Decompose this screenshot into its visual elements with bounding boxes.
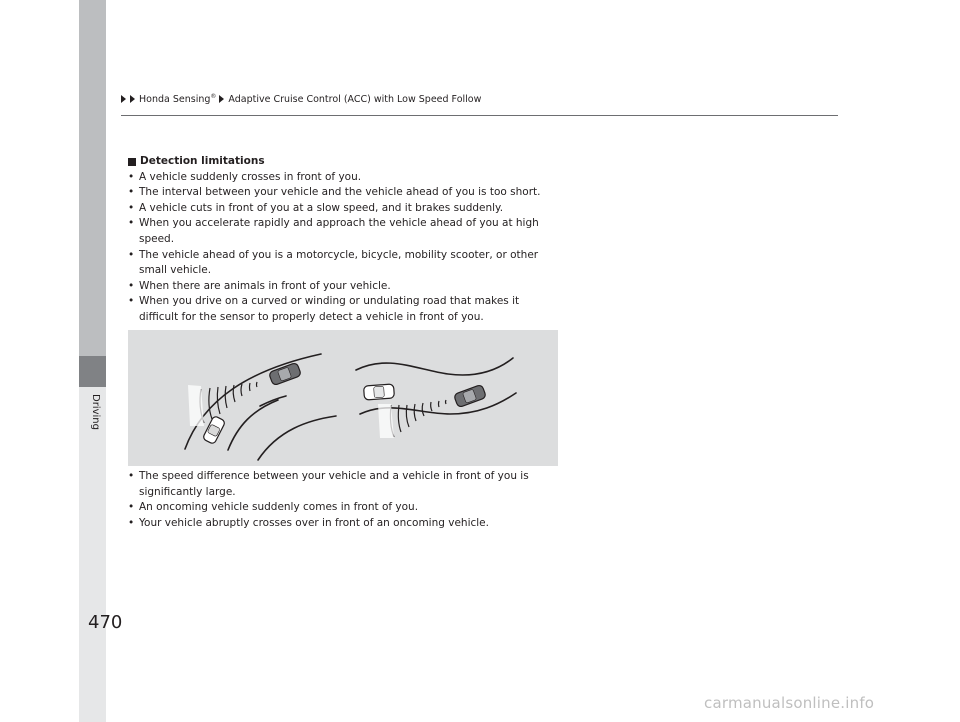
list-item: • A vehicle cuts in front of you at a slow speed, and it brakes suddenly. xyxy=(128,201,558,217)
list-item: • Your vehicle abruptly crosses over in front of an oncoming vehicle. xyxy=(128,516,558,532)
side-tab xyxy=(79,0,106,387)
list-item: • An oncoming vehicle suddenly comes in front of you. xyxy=(128,500,558,516)
header-rule xyxy=(121,115,838,116)
bullet-list xyxy=(128,170,558,326)
heading-square-icon xyxy=(128,158,136,166)
breadcrumb-item[interactable]: Honda Sensing® xyxy=(139,93,217,106)
oncoming-vehicle-icon xyxy=(364,384,395,400)
own-vehicle-icon xyxy=(202,415,225,444)
preceding-vehicle-icon xyxy=(269,362,302,385)
road-edge xyxy=(228,400,278,450)
road-edge xyxy=(356,358,513,375)
list-item: • When you drive on a curved or winding or undulating road that makes it difficult for the sensor to properly detect a vehicle in front of you. xyxy=(128,294,558,325)
list-item: • The vehicle ahead of you is a motorcycle, bicycle, mobility scooter, or other small vehicle. xyxy=(128,248,558,279)
watermark[interactable]: carmanualsonline.info xyxy=(704,694,875,712)
breadcrumb-arrow-icon xyxy=(219,95,224,103)
breadcrumb xyxy=(121,93,481,105)
list-item: • The interval between your vehicle and the vehicle ahead of you is too short. xyxy=(128,185,558,201)
page-number: 470 xyxy=(88,612,123,633)
bullet-list xyxy=(128,469,558,531)
sensor-range-shape xyxy=(378,404,394,438)
list-item: • A vehicle suddenly crosses in front of you. xyxy=(128,170,558,186)
breadcrumb-arrow-icon xyxy=(130,95,135,103)
breadcrumb-item[interactable]: Adaptive Cruise Control (ACC) with Low Speed Follow xyxy=(228,93,482,105)
section-heading: Detection limitations xyxy=(128,154,558,170)
side-tab-lower xyxy=(79,387,106,722)
breadcrumb-arrow-icon xyxy=(121,95,126,103)
list-item: • The speed difference between your vehicle and a vehicle in front of you is significantly large. xyxy=(128,469,558,500)
road-edge xyxy=(260,396,286,406)
section-content-continued xyxy=(128,469,558,531)
road-edge xyxy=(258,416,336,460)
section-content xyxy=(128,154,558,326)
radar-waves-icon xyxy=(200,382,257,423)
list-item: • When there are animals in front of your vehicle. xyxy=(128,279,558,295)
side-tab-marker xyxy=(79,356,106,387)
side-tab-label: Driving xyxy=(90,394,101,430)
radar-waves-icon xyxy=(390,400,446,437)
own-vehicle-icon xyxy=(454,384,487,407)
list-item: • When you accelerate rapidly and approach the vehicle ahead of you at high speed. xyxy=(128,216,558,247)
detection-illustration xyxy=(128,330,558,466)
road-illustration xyxy=(128,330,558,466)
sensor-range-shape xyxy=(188,385,204,426)
